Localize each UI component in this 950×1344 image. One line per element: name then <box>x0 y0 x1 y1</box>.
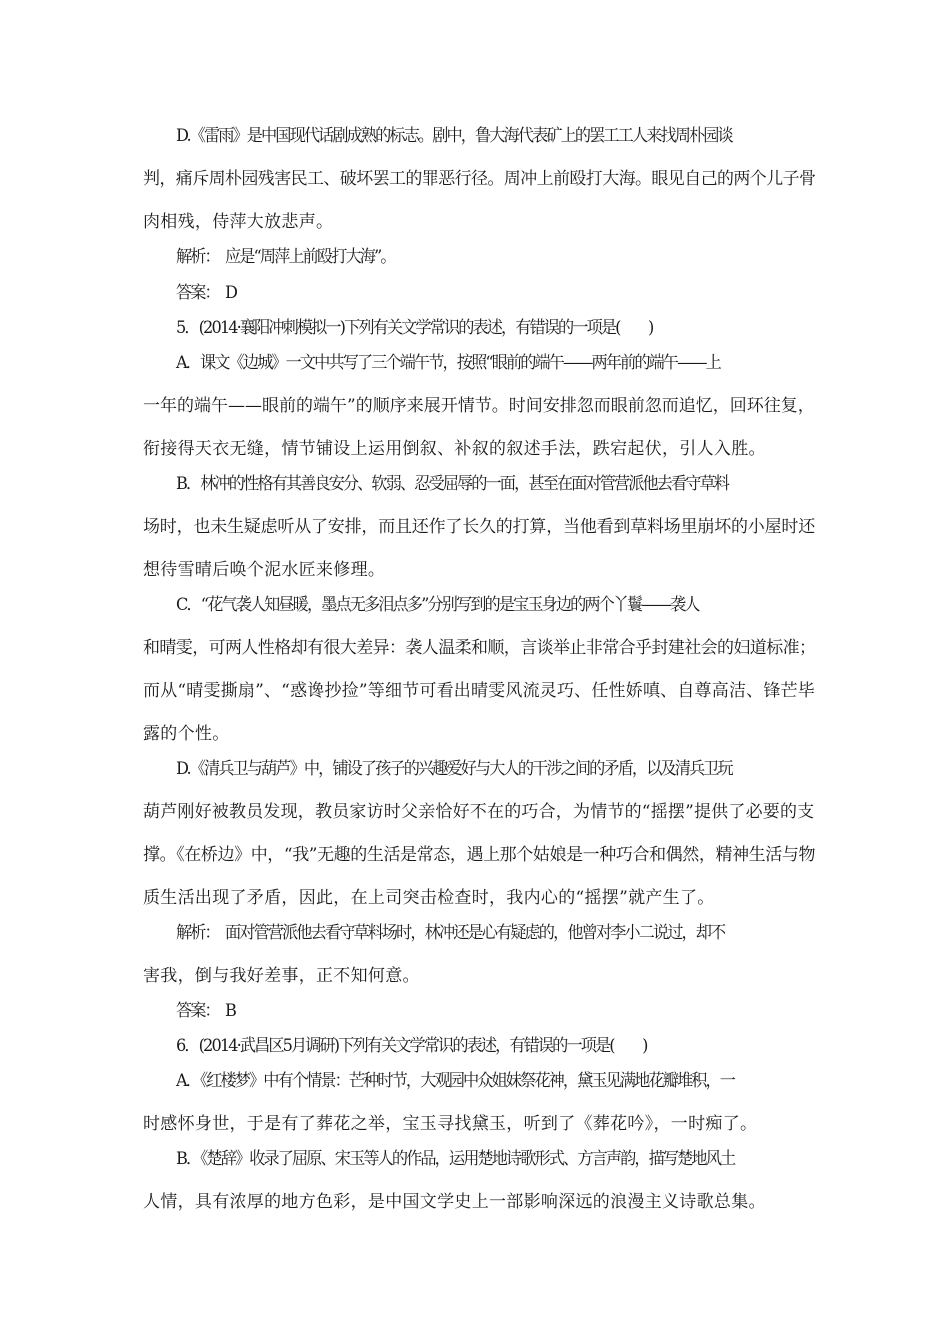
text-line: 一年的端午——眼前的端午”的顺序来展开情节。时间安排忽而眼前忽而追忆，回环往复， <box>143 396 815 416</box>
text-line: D.《雷雨》是中国现代话剧成熟的标志。剧中，鲁大海代表矿上的罢工工人来找周朴园谈 <box>176 126 732 146</box>
text-line: 解析： 应是“周萍上前殴打大海”。 <box>176 247 395 267</box>
text-line: A．《红楼梦》中有个情景：芒种时节，大观园中众姐妹祭花神，黛玉见满地花瓣堆积，一 <box>176 1071 735 1091</box>
text-line: 时感怀身世，于是有了葬花之举，宝玉寻找黛玉，听到了《葬花吟》，一时痴了。 <box>143 1114 758 1134</box>
text-line: 质生活出现了矛盾，因此，在上司突击检查时，我内心的“摇摆”就产生了。 <box>143 888 715 908</box>
text-line: 撑。《在桥边》中，“我”无趣的生活是常态，遇上那个姑娘是一种巧合和偶然，精神生活与物 <box>143 845 816 865</box>
text-line: 5．(2014·襄阳冲刺模拟一)下列有关文学常识的表述，有错误的一项是( ) <box>176 318 653 338</box>
text-line: 葫芦刚好被教员发现，教员家访时父亲恰好不在的巧合，为情节的“摇摆”提供了必要的支 <box>143 802 815 822</box>
text-line: 衔接得天衣无缝，情节铺设上运用倒叙、补叙的叙述手法，跌宕起伏，引人入胜。 <box>143 439 766 459</box>
text-line: 答案： B <box>176 1001 235 1021</box>
text-line: C．“花气袭人知昼暖，墨点无多泪点多”分别写到的是宝玉身边的两个丫鬟——袭人 <box>176 595 699 615</box>
text-line: 肉相残，侍萍大放悲声。 <box>143 212 334 232</box>
text-line: 判，痛斥周朴园残害民工、破坏罢工的罪恶行径。周冲上前殴打大海。眼见自己的两个儿子骨 <box>143 169 816 189</box>
text-line: B．《楚辞》收录了屈原、宋玉等人的作品，运用楚地诗歌形式、方言声韵，描写楚地风土 <box>176 1149 735 1169</box>
text-line: A．课文《边城》一文中共写了三个端午节，按照“眼前的端午——两年前的端午——上 <box>176 353 720 373</box>
text-line: 场时，也未生疑虑听从了安排，而且还作了长久的打算，当他看到草料场里崩坏的小屋时还 <box>143 517 815 537</box>
text-line: 而从“晴雯撕扇”、“惑谗抄捡”等细节可看出晴雯风流灵巧、任性娇嗔、自尊高洁、锋芒毕 <box>143 681 815 701</box>
text-line: 和晴雯，可两人性格却有很大差异：袭人温柔和顺，言谈举止非常合乎封建社会的妇道标准； <box>143 638 816 658</box>
text-line: 想待雪晴后唤个泥水匠来修理。 <box>143 560 386 580</box>
text-line: 人情，具有浓厚的地方色彩，是中国文学史上一部影响深远的浪漫主义诗歌总集。 <box>143 1192 766 1212</box>
text-line: 6．(2014·武昌区5月调研)下列有关文学常识的表述，有错误的一项是( ) <box>176 1036 647 1056</box>
text-line: 露的个性。 <box>143 724 230 744</box>
text-line: 答案： D <box>176 283 237 303</box>
text-line: B．林冲的性格有其善良安分、软弱、忍受屈辱的一面，甚至在面对管营派他去看守草料 <box>176 474 729 494</box>
text-line: 害我，倒与我好差事，正不知何意。 <box>143 966 420 986</box>
text-line: 解析： 面对管营派他去看守草料场时，林冲还是心有疑虑的，他曾对李小二说过，却不 <box>176 923 725 943</box>
text-line: D.《清兵卫与葫芦》中，铺设了孩子的兴趣爱好与大人的干涉之间的矛盾，以及清兵卫玩 <box>176 759 732 779</box>
